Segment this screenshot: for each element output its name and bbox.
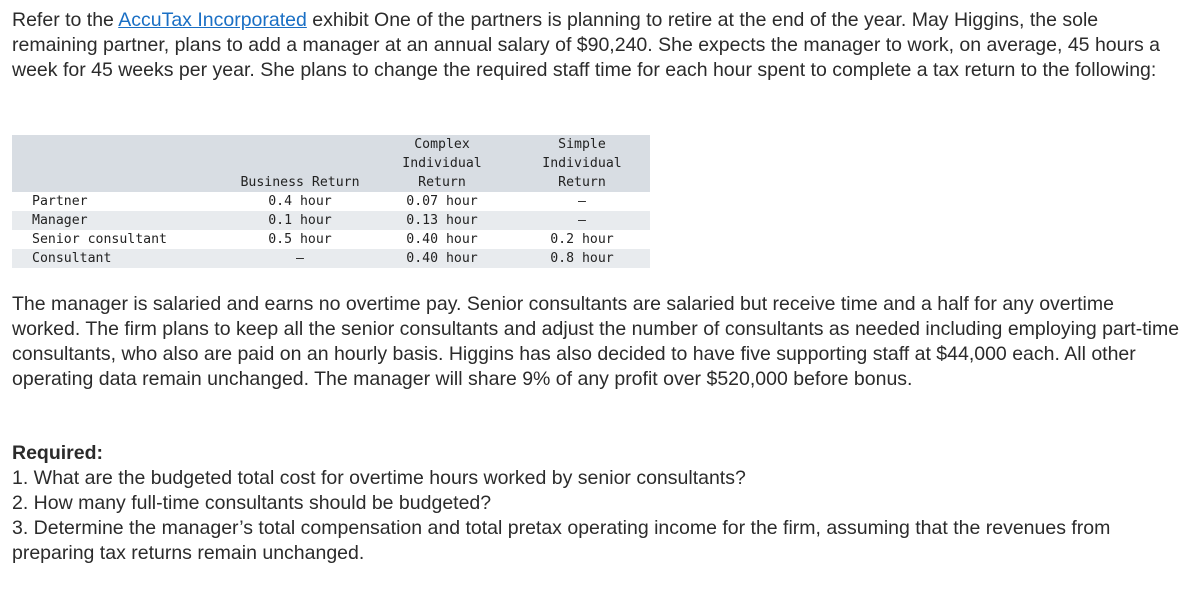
table-row — [12, 230, 650, 249]
intro-text: exhibit One of the partners is planning to retire at the end of the year. May Higgins, the sole remaining partner, plans to add a manager at an annual salary of $90,240. She expects the manager to work, on average, 45 hours a week for 45 weeks per year. She plans to change the required staff time for each hour spent to complete a tax return to the following: — [12, 9, 1160, 81]
required-item: 2. How many full-time consultants should be budgeted? — [12, 492, 492, 514]
cell-complex: 0.13 hour — [406, 213, 478, 228]
row-label: Partner — [32, 194, 88, 209]
table-row — [12, 249, 650, 268]
accutax-exhibit-link[interactable]: AccuTax Incorporated — [118, 9, 307, 31]
header-complex-individual-return: Complex Individual Return — [402, 137, 482, 190]
header-simple-individual-return: Simple Individual Return — [542, 137, 622, 190]
cell-simple: — — [578, 213, 586, 228]
header-business-return: Business Return — [240, 175, 360, 190]
staff-time-table — [12, 135, 650, 268]
required-item: 3. Determine the manager’s total compensation and total pretax operating income for the firm, assuming that the revenues from preparing tax returns remain unchanged. — [12, 517, 1111, 564]
cell-simple: — — [578, 194, 586, 209]
cell-business: 0.1 hour — [268, 213, 332, 228]
row-label: Manager — [32, 213, 88, 228]
table-row — [12, 211, 650, 230]
required-heading: Required: — [12, 442, 104, 464]
cell-complex: 0.07 hour — [406, 194, 478, 209]
row-label: Consultant — [32, 251, 112, 266]
table-row — [12, 192, 650, 211]
cell-complex: 0.40 hour — [406, 232, 478, 247]
body-paragraph: The manager is salaried and earns no overtime pay. Senior consultants are salaried but receive time and a half for any overtime worked. The firm plans to keep all the senior consultants and adjust the number of consultants as needed including employing part-time consultants, who also are paid on an hourly basis. Higgins has also decided to have five supporting staff at $44,000 each. All other operating data remain unchanged. The manager will share 9% of any profit over $520,000 before bonus. — [12, 293, 1180, 390]
required-item: 1. What are the budgeted total cost for overtime hours worked by senior consultants? — [12, 467, 746, 489]
cell-complex: 0.40 hour — [406, 251, 478, 266]
cell-business: 0.4 hour — [268, 194, 332, 209]
cell-simple: 0.8 hour — [550, 251, 614, 266]
row-label: Senior consultant — [32, 232, 167, 247]
required-section — [12, 441, 1180, 566]
cell-simple: 0.2 hour — [550, 232, 614, 247]
cell-business: 0.5 hour — [268, 232, 332, 247]
table-header — [12, 135, 650, 192]
intro-prefix: Refer to the — [12, 9, 119, 31]
cell-business: — — [296, 251, 304, 266]
intro-paragraph — [12, 8, 1180, 83]
